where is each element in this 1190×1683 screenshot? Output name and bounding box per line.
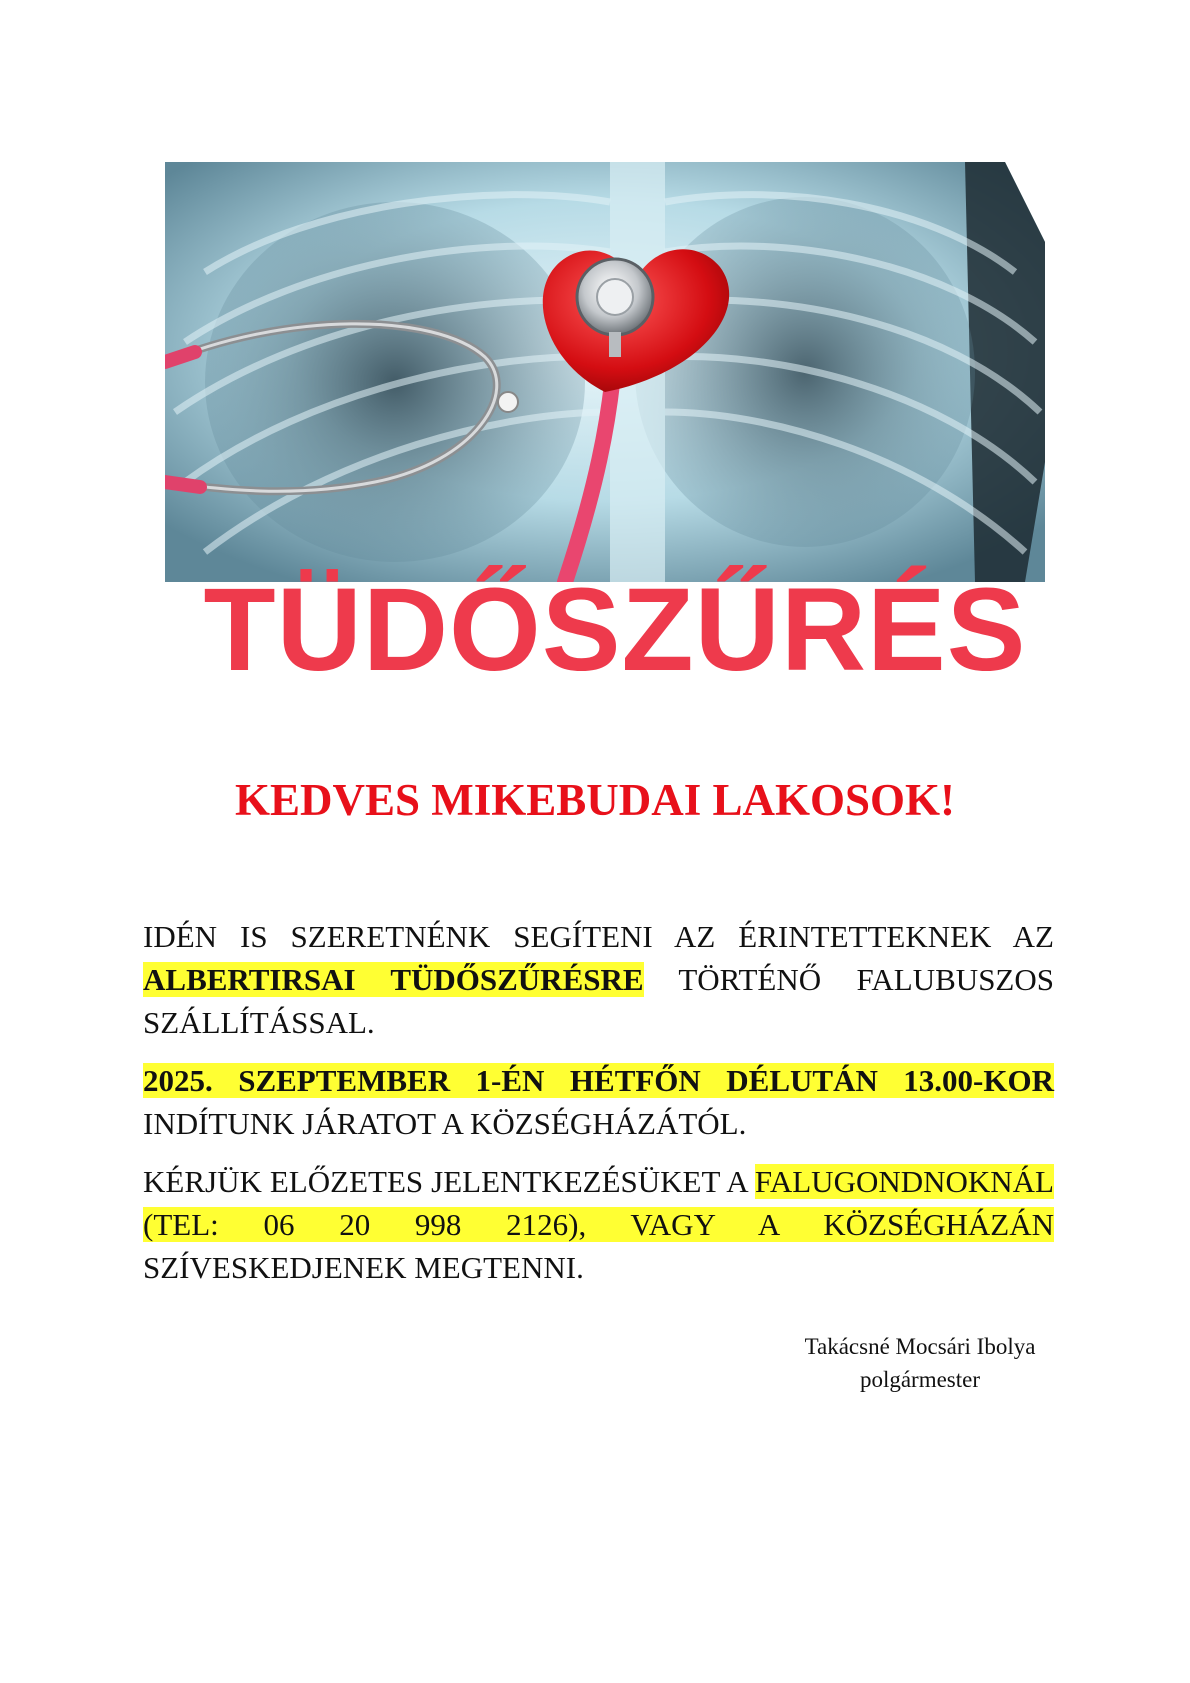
- announcement-body: [143, 915, 1054, 1304]
- signature-title: polgármester: [859, 1367, 981, 1392]
- lung-xray-stethoscope-heart-icon: [165, 162, 1045, 582]
- paragraph-schedule-text: INDÍTUNK JÁRATOT A KÖZSÉGHÁZÁTÓL.: [143, 1106, 747, 1141]
- paragraph-registration-text-end: SZÍVESKEDJENEK MEGTENNI.: [143, 1250, 584, 1285]
- highlight-contact: FALUGONDNOKNÁL (TEL: 06 20 998 2126), VAGY A KÖZSÉGHÁZÁN: [143, 1164, 1054, 1242]
- headline-title: TÜDŐSZŰRÉS: [203, 564, 1027, 696]
- paragraph-registration: [143, 1160, 1054, 1289]
- hero-image: [165, 162, 1045, 582]
- highlight-location: ALBERTIRSAI TÜDŐSZŰRÉSRE: [143, 962, 644, 997]
- paragraph-schedule: [143, 1059, 1054, 1145]
- signature-block: [760, 1330, 1080, 1396]
- paragraph-intro-text: IDÉN IS SZERETNÉNK SEGÍTENI AZ ÉRINTETTEKNEK AZ: [143, 919, 1054, 954]
- signature-name: Takácsné Mocsári Ibolya: [804, 1334, 1036, 1359]
- greeting-heading: KEDVES MIKEBUDAI LAKOSOK!: [234, 775, 956, 825]
- paragraph-intro-text-end: TÖRTÉNŐ FALUBUSZOS SZÁLLÍTÁSSAL.: [143, 962, 1054, 1040]
- highlight-date-time: 2025. SZEPTEMBER 1-ÉN HÉTFŐN DÉLUTÁN 13.00-KOR: [143, 1063, 1054, 1098]
- paragraph-intro: [143, 915, 1054, 1044]
- paragraph-registration-text: KÉRJÜK ELŐZETES JELENTKEZÉSÜKET A: [143, 1164, 755, 1199]
